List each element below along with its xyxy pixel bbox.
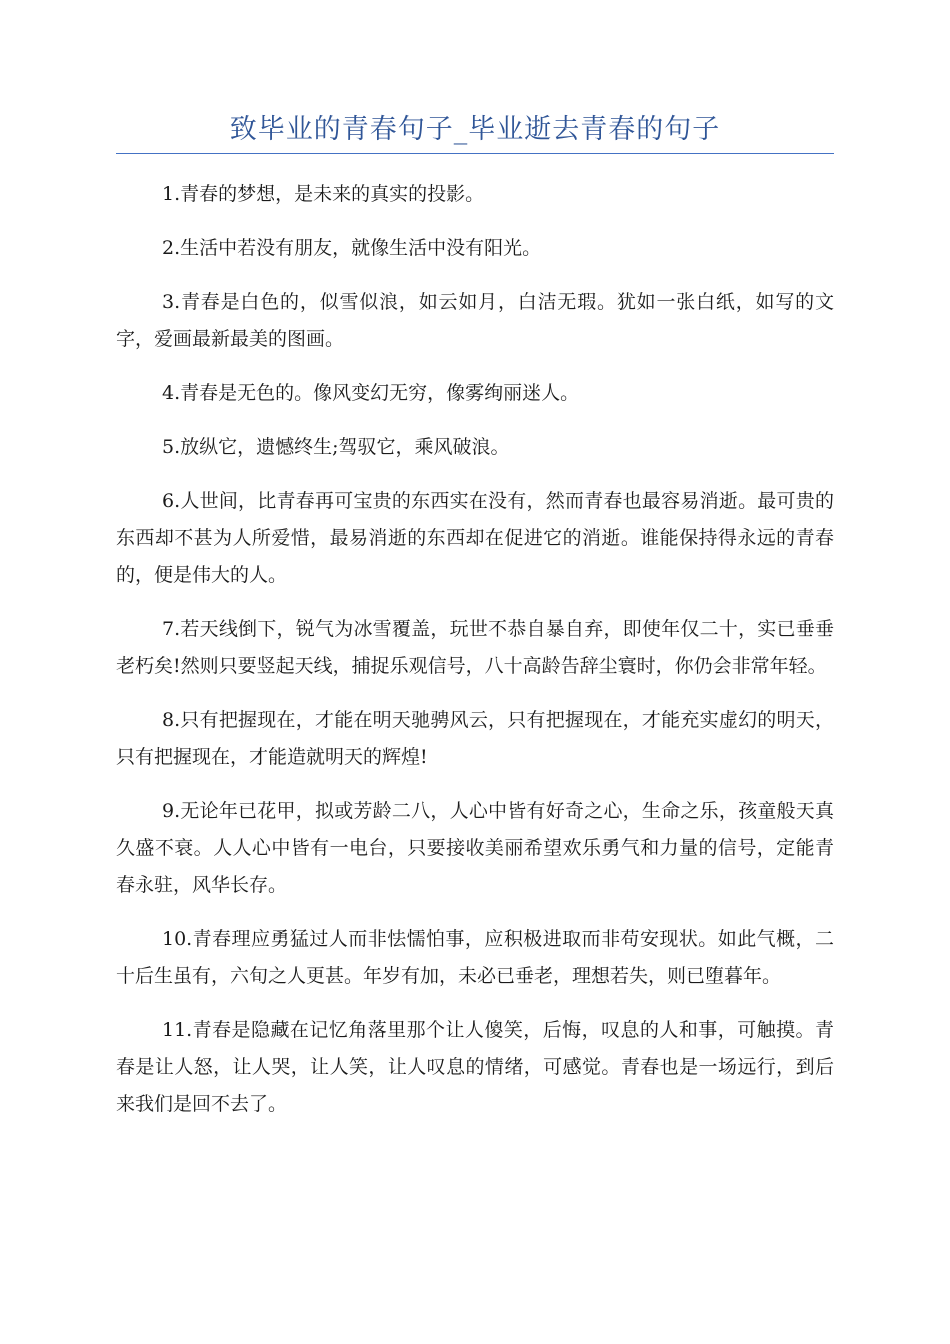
document-body [116,176,834,1140]
paragraph-9: 9.无论年已花甲，拟或芳龄二八，人心中皆有好奇之心，生命之乐，孩童般天真久盛不衰。人人心中皆有一电台，只要接收美丽希望欢乐勇气和力量的信号，定能青春永驻，风华长存。 [116,800,834,896]
paragraph-4: 4.青春是无色的。像风变幻无穷，像雾绚丽迷人。 [162,382,580,404]
document-title: 致毕业的青春句子_毕业逝去青春的句子 [229,114,721,145]
paragraph-3: 3.青春是白色的，似雪似浪，如云如月，白洁无瑕。犹如一张白纸，如写的文字，爱画最新最美的图画。 [116,291,834,350]
paragraph-10: 10.青春理应勇猛过人而非怯懦怕事，应积极进取而非苟安现状。如此气概，二十后生虽有，六旬之人更甚。年岁有加，未必已垂老，理想若失，则已堕暮年。 [116,928,834,987]
paragraph-11: 11.青春是隐藏在记忆角落里那个让人傻笑，后悔，叹息的人和事，可触摸。青春是让人怒，让人哭，让人笑，让人叹息的情绪，可感觉。青春也是一场远行，到后来我们是回不去了。 [116,1019,834,1115]
paragraph-5: 5.放纵它，遗憾终生;驾驭它，乘风破浪。 [162,436,510,458]
paragraph-1: 1.青春的梦想，是未来的真实的投影。 [162,183,485,205]
paragraph-2: 2.生活中若没有朋友，就像生活中没有阳光。 [162,237,542,259]
title-underline [116,153,834,154]
paragraph-6: 6.人世间，比青春再可宝贵的东西实在没有，然而青春也最容易消逝。最可贵的东西却不甚为人所爱惜，最易消逝的东西却在促进它的消逝。谁能保持得永远的青春的，便是伟大的人。 [116,490,834,586]
paragraph-7: 7.若天线倒下，锐气为冰雪覆盖，玩世不恭自暴自弃，即使年仅二十，实已垂垂老朽矣!然则只要竖起天线，捕捉乐观信号，八十高龄告辞尘寰时，你仍会非常年轻。 [116,618,834,677]
paragraph-8: 8.只有把握现在，才能在明天驰骋风云，只有把握现在，才能充实虚幻的明天，只有把握现在，才能造就明天的辉煌! [116,709,834,768]
